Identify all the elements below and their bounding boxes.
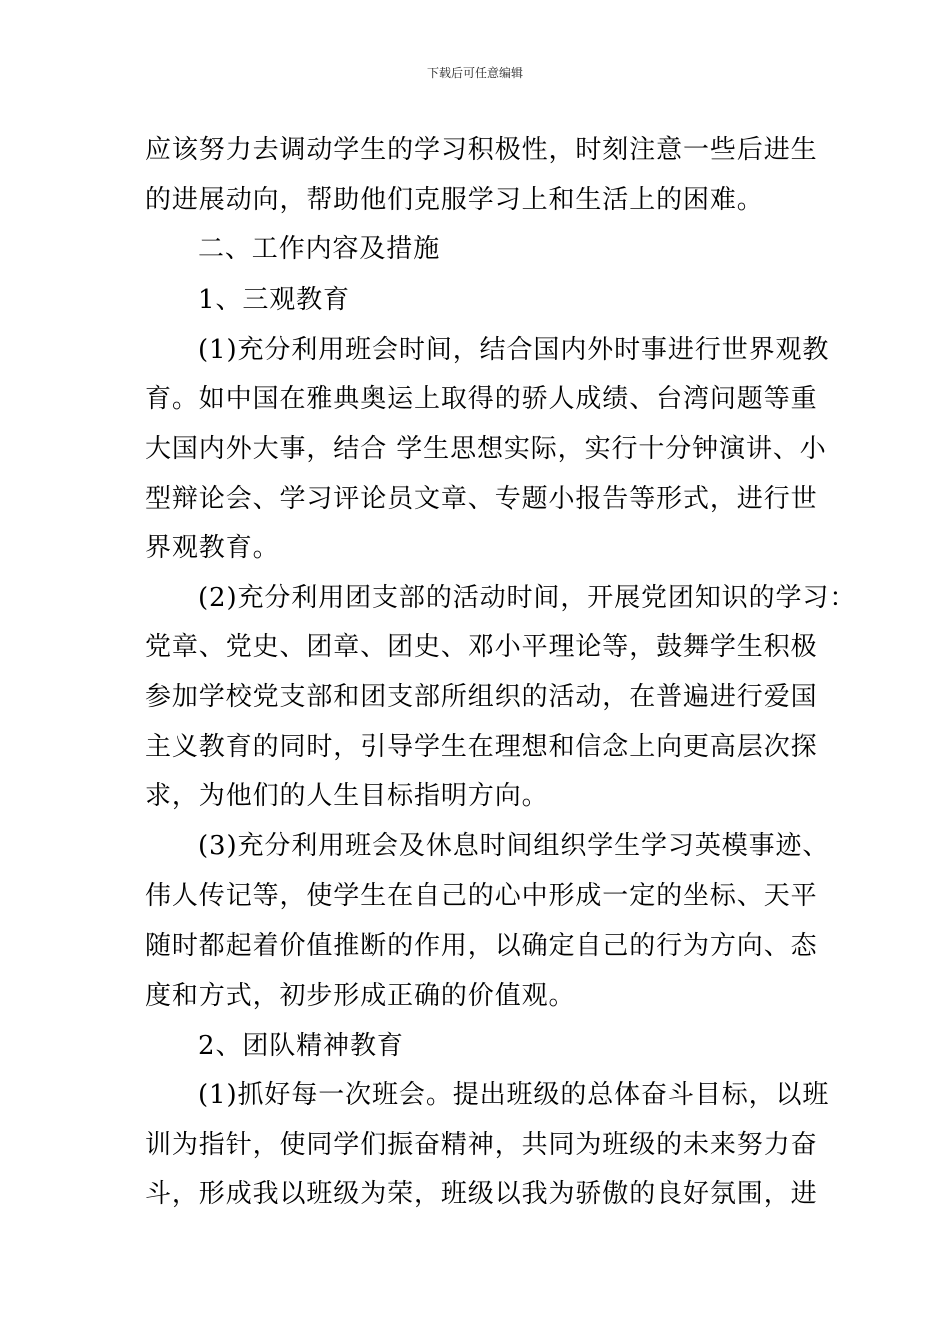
subsection-heading: 2、团队精神教育 (198, 1031, 404, 1061)
text-line: 度和方式，初步形成正确的价值观。 (145, 981, 576, 1011)
text-line: 界观教育。 (145, 533, 280, 563)
text-line: (1)抓好每一次班会。提出班级的总体奋斗目标，以班 (198, 1080, 830, 1110)
text-line: 求，为他们的人生目标指明方向。 (145, 781, 549, 811)
text-line: (1)充分利用班会时间，结合国内外时事进行世界观教 (198, 335, 830, 365)
text-line: 党章、党史、团章、团史、邓小平理论等，鼓舞学生积极 (145, 632, 818, 662)
text-line: 斗，形成我以班级为荣，班级以我为骄傲的良好氛围，进 (145, 1179, 818, 1209)
text-line: 主义教育的同时，引导学生在理想和信念上向更高层次探 (145, 732, 818, 762)
text-line: 的进展动向，帮助他们克服学习上和生活上的困难。 (145, 185, 764, 215)
text-line: 育。如中国在雅典奥运上取得的骄人成绩、台湾问题等重 (145, 384, 818, 414)
section-heading: 二、工作内容及措施 (198, 234, 441, 264)
text-line: 训为指针，使同学们振奋精神，共同为班级的未来努力奋 (145, 1130, 818, 1160)
page-header: 下载后可任意编辑 (426, 66, 523, 80)
text-line: (3)充分利用班会及休息时间组织学生学习英模事迹、 (198, 831, 830, 861)
text-line: 参加学校党支部和团支部所组织的活动，在普遍进行爱国 (145, 682, 818, 712)
text-line: (2)充分利用团支部的活动时间，开展党团知识的学习： (198, 583, 857, 613)
text-line: 型辩论会、学习评论员文章、专题小报告等形式，进行世 (145, 484, 818, 514)
text-line: 伟人传记等，使学生在自己的心中形成一定的坐标、天平 (145, 881, 818, 911)
text-line: 随时都起着价值推断的作用，以确定自己的行为方向、态 (145, 931, 818, 961)
subsection-heading: 1、三观教育 (198, 285, 350, 315)
text-line: 应该努力去调动学生的学习积极性，时刻注意一些后进生 (145, 135, 818, 165)
text-line: 大国内外大事，结合 学生思想实际，实行十分钟演讲、小 (145, 434, 827, 464)
